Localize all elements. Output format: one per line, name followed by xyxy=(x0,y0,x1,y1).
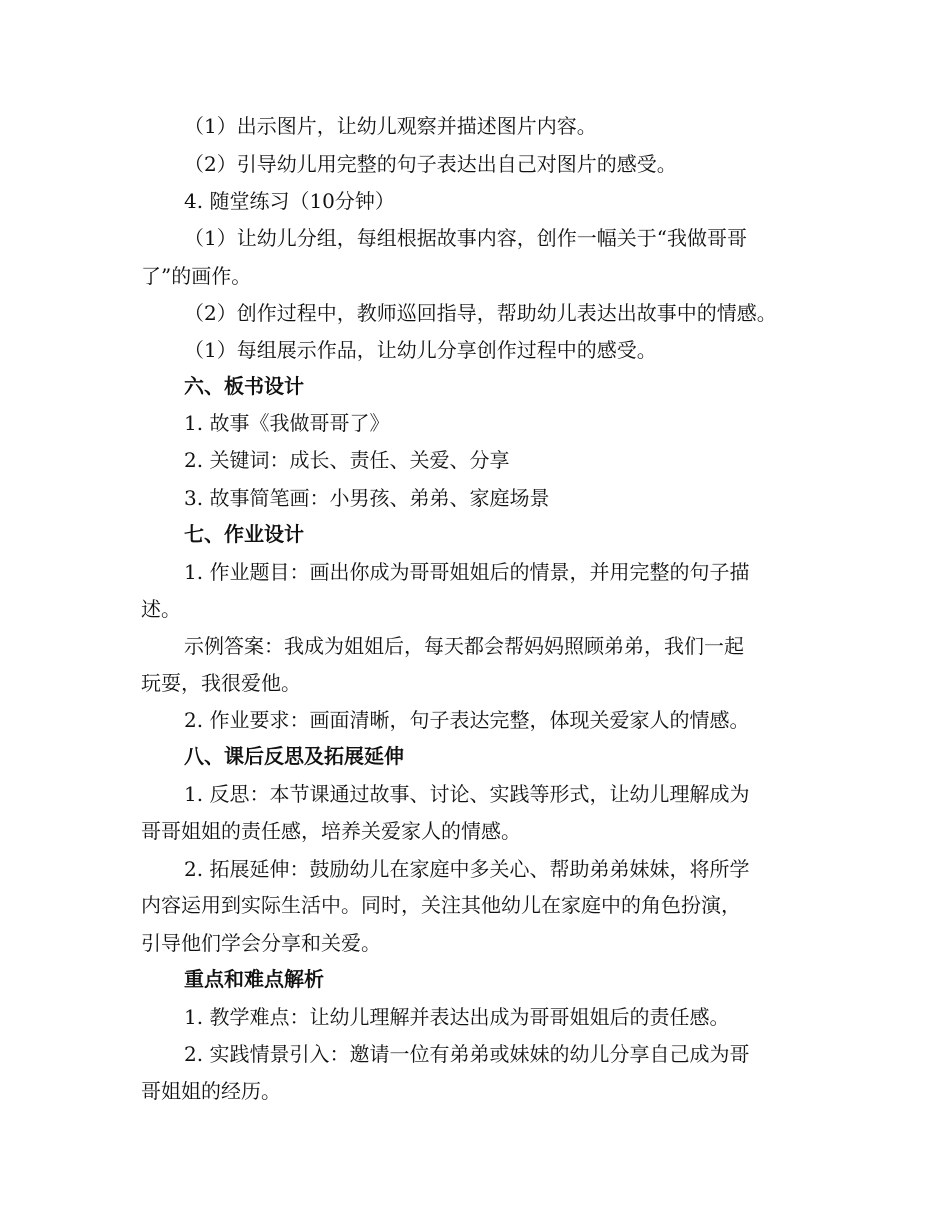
text-line-22: 内容运用到实际生活中。同时，关注其他幼儿在家庭中的角色扮演， xyxy=(141,893,741,917)
text-line-25: 1. 教学难点：让幼儿理解并表达出成为哥哥姐姐后的责任感。 xyxy=(184,1005,730,1029)
text-line-19: 1. 反思：本节课通过故事、讨论、实践等形式，让幼儿理解成为 xyxy=(184,782,750,806)
text-line-2: （2）引导幼儿用完整的句子表达出自己对图片的感受。 xyxy=(184,152,677,176)
text-line-14: 述。 xyxy=(141,597,181,621)
section-heading-8: 八、课后反思及拓展延伸 xyxy=(184,744,404,768)
text-line-11: 3. 故事简笔画：小男孩、弟弟、家庭场景 xyxy=(184,486,550,510)
text-line-21: 2. 拓展延伸：鼓励幼儿在家庭中多关心、帮助弟弟妹妹，将所学 xyxy=(184,857,750,881)
text-line-23: 引导他们学会分享和关爱。 xyxy=(141,931,381,955)
text-line-26: 2. 实践情景引入：邀请一位有弟弟或妹妹的幼儿分享自己成为哥 xyxy=(184,1042,750,1066)
text-line-4: （1）让幼儿分组，每组根据故事内容，创作一幅关于“我做哥哥 xyxy=(184,226,747,250)
text-line-17: 2. 作业要求：画面清晰，句子表达完整，体现关爱家人的情感。 xyxy=(184,708,750,732)
text-line-16: 玩耍，我很爱他。 xyxy=(141,671,301,695)
text-line-7: （1）每组展示作品，让幼儿分享创作过程中的感受。 xyxy=(184,338,657,362)
text-line-1: （1）出示图片，让幼儿观察并描述图片内容。 xyxy=(184,114,597,138)
text-line-15: 示例答案：我成为姐姐后，每天都会帮妈妈照顾弟弟，我们一起 xyxy=(184,634,744,658)
section-heading-key-points: 重点和难点解析 xyxy=(184,967,324,991)
text-line-20: 哥哥姐姐的责任感，培养关爱家人的情感。 xyxy=(141,819,521,843)
section-heading-6: 六、板书设计 xyxy=(184,374,304,398)
section-heading-7: 七、作业设计 xyxy=(184,522,304,546)
text-line-13: 1. 作业题目：画出你成为哥哥姐姐后的情景，并用完整的句子描 xyxy=(184,560,750,584)
text-line-3: 4. 随堂练习（10分钟） xyxy=(184,189,395,213)
text-line-5: 了”的画作。 xyxy=(141,264,252,288)
text-line-6: （2）创作过程中，教师巡回指导，帮助幼儿表达出故事中的情感。 xyxy=(184,301,777,325)
text-line-10: 2. 关键词：成长、责任、关爱、分享 xyxy=(184,448,510,472)
text-line-9: 1. 故事《我做哥哥了》 xyxy=(184,411,390,435)
text-line-27: 哥姐姐的经历。 xyxy=(141,1079,281,1103)
